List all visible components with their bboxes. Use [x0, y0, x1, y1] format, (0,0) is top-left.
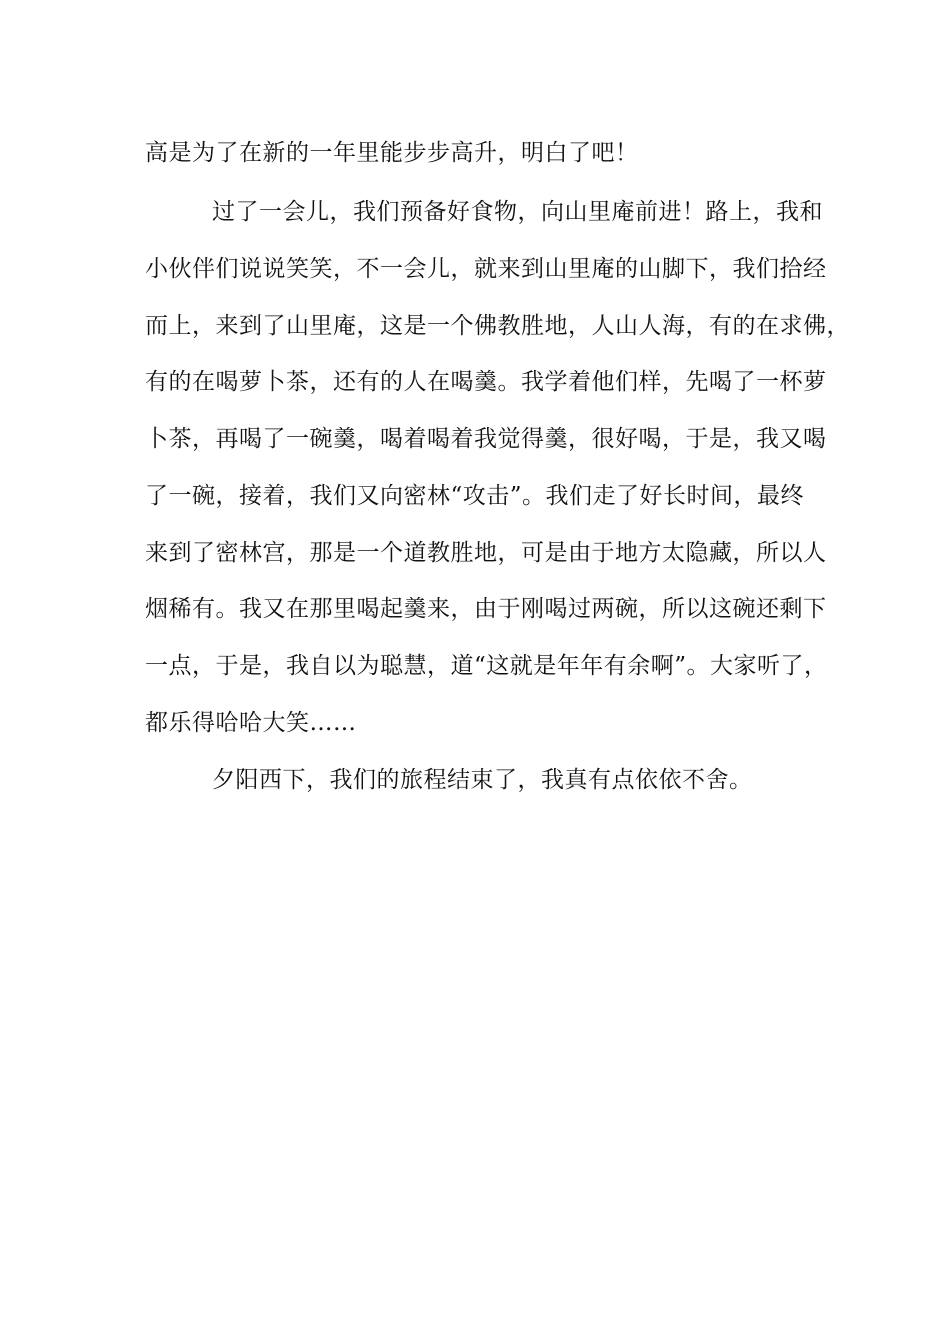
text-line: 都乐得哈哈大笑……: [145, 710, 357, 736]
text-line: 卜茶，再喝了一碗羹，喝着喝着我觉得羹，很好喝，于是，我又喝: [145, 426, 827, 452]
text-line: 有的在喝萝卜茶，还有的人在喝羹。我学着他们样，先喝了一杯萝: [145, 369, 827, 395]
text-line: 高是为了在新的一年里能步步高升，明白了吧！: [145, 140, 639, 166]
paragraph-first-line: 过了一会儿，我们预备好食物，向山里庵前进！路上，我和: [212, 199, 823, 225]
text-line: 小伙伴们说说笑笑，不一会儿，就来到山里庵的山脚下，我们拾经: [145, 256, 827, 282]
text-line: 一点，于是，我自以为聪慧，道“这就是年年有余啊”。大家听了，: [145, 653, 828, 679]
paragraph-first-line: 夕阳西下，我们的旅程结束了，我真有点依依不舍。: [212, 767, 753, 793]
text-line: 来到了密林宫，那是一个道教胜地，可是由于地方太隐藏，所以人: [145, 540, 827, 566]
text-line: 而上，来到了山里庵，这是一个佛教胜地，人山人海，有的在求佛，: [145, 313, 850, 339]
text-line: 了一碗，接着，我们又向密林“攻击”。我们走了好长时间，最终: [145, 483, 805, 509]
text-line: 烟稀有。我又在那里喝起羹来，由于刚喝过两碗，所以这碗还剩下: [145, 596, 827, 622]
